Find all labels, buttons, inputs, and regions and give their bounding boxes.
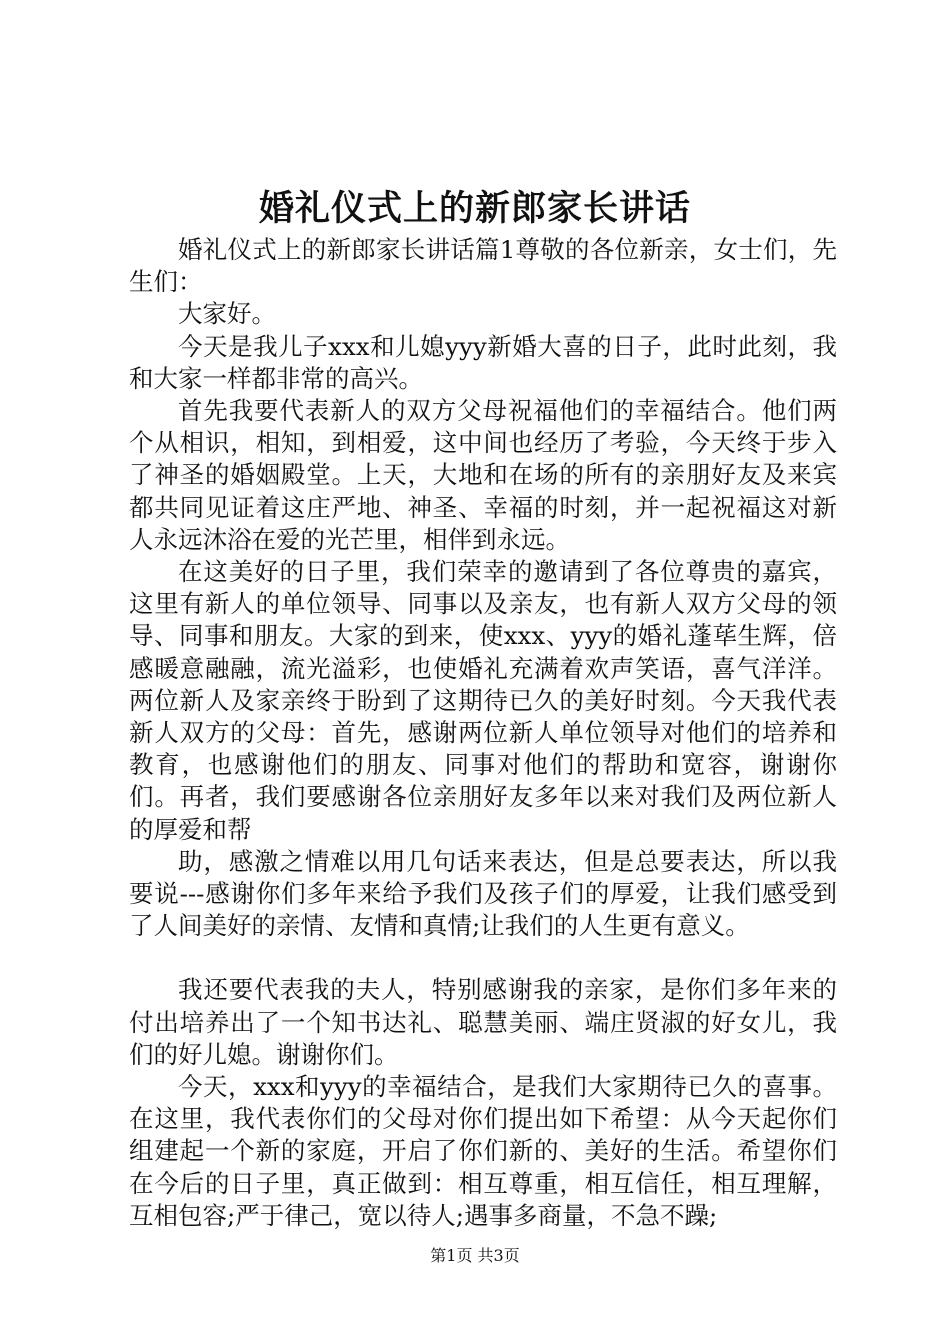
paragraph: 首先我要代表新人的双方父母祝福他们的幸福结合。他们两个从相识，相知，到相爱，这中间也经历了考验，今天终于步入了神圣的婚姻殿堂。上天，大地和在场的所有的亲朋好友及来宾都共同见证着这庄严地、神圣、幸福的时刻，并一起祝福这对新人永远沐浴在爱的光芒里，相伴到永远。 xyxy=(129,396,837,554)
paragraph-spacer xyxy=(129,942,837,974)
paragraph: 在这美好的日子里，我们荣幸的邀请到了各位尊贵的嘉宾，这里有新人的单位领导、同事以及亲友，也有新人双方父母的领导、同事和朋友。大家的到来，使xxx、yyy的婚礼蓬荜生辉，倍感暖意融融，流光溢彩，也使婚礼充满着欢声笑语，喜气洋洋。两位新人及家亲终于盼到了这期待已久的美好时刻。今天我代表新人双方的父母：首先，感谢两位新人单位领导对他们的培养和教育，也感谢他们的朋友、同事对他们的帮助和宽容，谢谢你们。再者，我们要感谢各位亲朋好友多年以来对我们及两位新人的厚爱和帮 xyxy=(129,557,837,844)
paragraph: 大家好。 xyxy=(178,299,276,329)
paragraph: 今天是我儿子xxx和儿媳yyy新婚大喜的日子，此时此刻，我和大家一样都非常的高兴。 xyxy=(129,331,837,393)
document-body xyxy=(129,234,837,1232)
paragraph: 婚礼仪式上的新郎家长讲话篇1尊敬的各位新亲，女士们，先生们： xyxy=(129,235,837,297)
paragraph: 我还要代表我的夫人，特别感谢我的亲家，是你们多年来的付出培养出了一个知书达礼、聪慧美丽、端庄贤淑的好女儿，我们的好儿媳。谢谢你们。 xyxy=(129,975,837,1069)
document-title: 婚礼仪式上的新郎家长讲话 xyxy=(258,188,691,229)
paragraph: 助，感激之情难以用几句话来表达，但是总要表达，所以我要说---感谢你们多年来给予我们及孩子们的厚爱，让我们感受到了人间美好的亲情、友情和真情;让我们的人生更有意义。 xyxy=(129,846,837,941)
page-footer: 第1页 共3页 xyxy=(430,1246,520,1265)
paragraph: 今天，xxx和yyy的幸福结合，是我们大家期待已久的喜事。在这里，我代表你们的父母对你们提出如下希望：从今天起你们组建起一个新的家庭，开启了你们新的、美好的生活。希望你们在今后的日子里，真正做到：相互尊重，相互信任，相互理解，互相包容;严于律己，宽以待人;遇事多商量，不急不躁; xyxy=(129,1072,837,1230)
